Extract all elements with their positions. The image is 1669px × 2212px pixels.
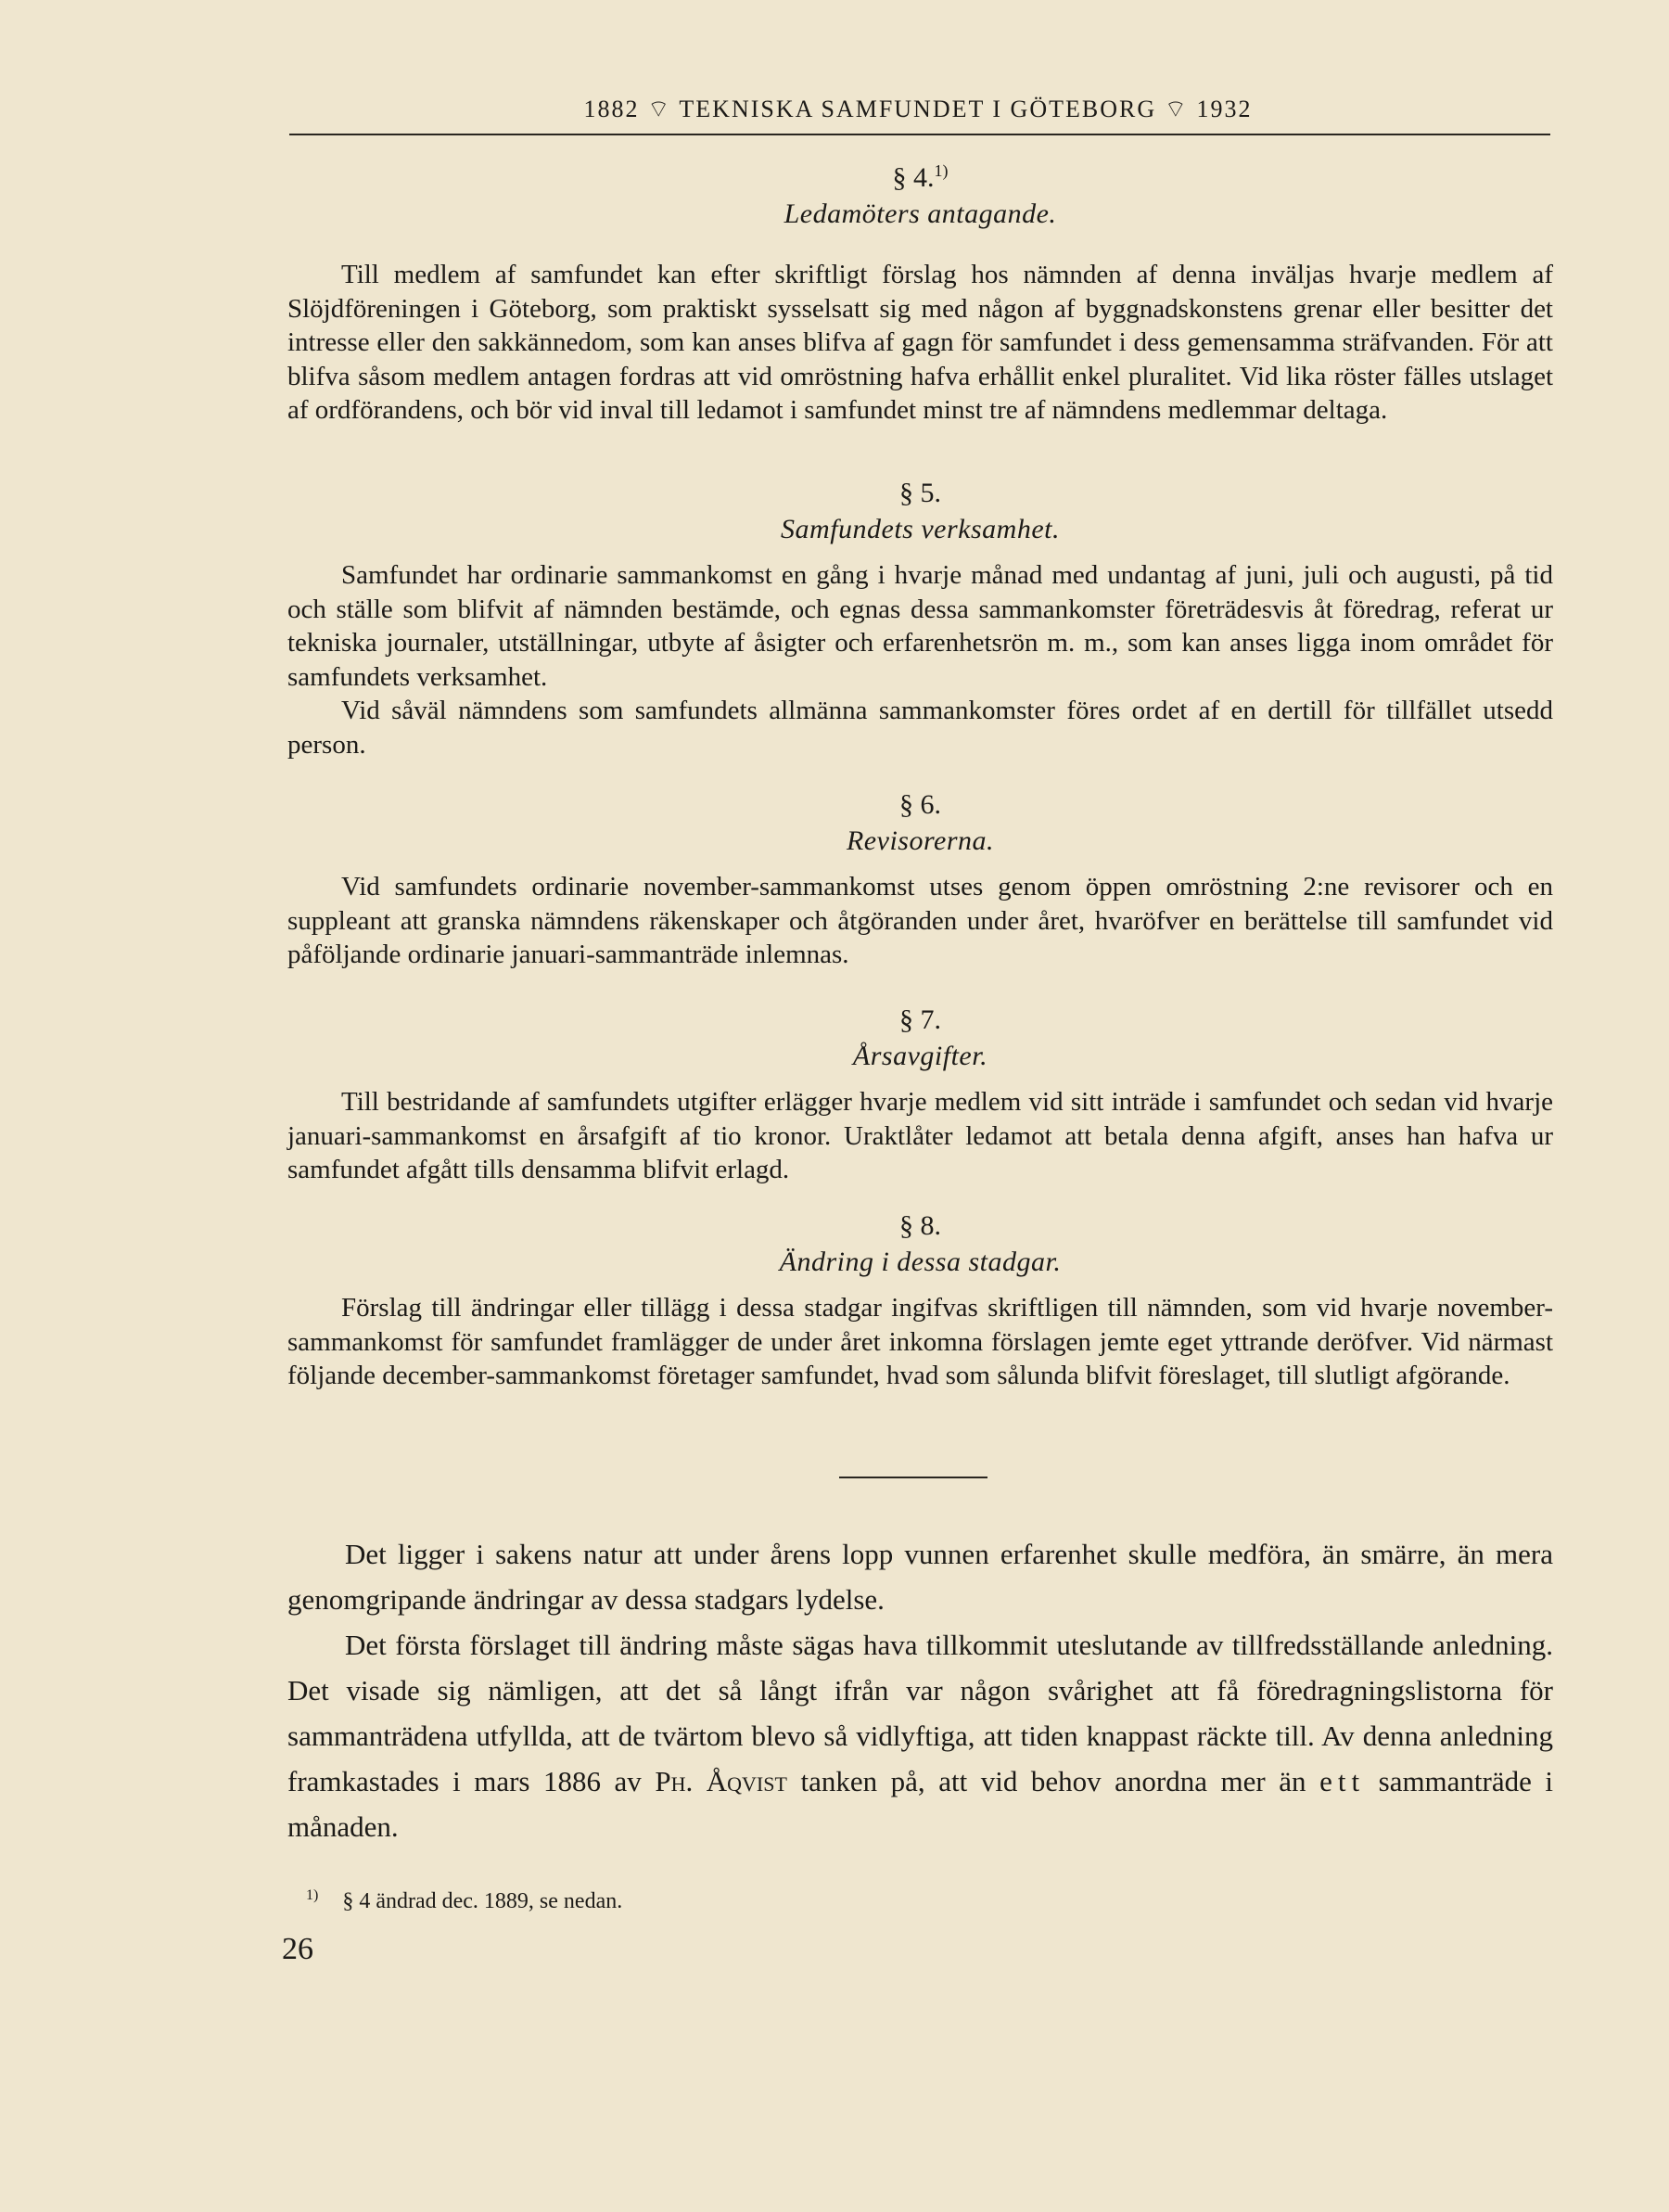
- section-paragraph: Vid såväl nämndens som samfundets allmänna sammankomster föres ordet af en dertill för tillfället utsedd person.: [287, 696, 1553, 760]
- commentary-paragraph: Det ligger i sakens natur att under årens lopp vunnen erfarenhet skulle medföra, än smärre, än mera genomgripande ändringar av dessa stadgars lydelse.: [287, 1538, 1553, 1616]
- section-title: Ändring i dessa stadgar.: [779, 1247, 1062, 1277]
- section-paragraph: Vid samfundets ordinarie november-sammankomst utses genom öppen omröstning 2:ne revisorer och en suppleant att granska nämndens räkenskaper och åtgöranden under året, hvaröfver en berättelse till samfundet vid påföljande ordinarie januari-sammanträde inlemnas.: [287, 872, 1553, 969]
- section-title: Ledamöters antagande.: [784, 198, 1057, 229]
- commentary-text: sammanträde i månaden.: [287, 1765, 1554, 1843]
- section-title: Samfundets verksamhet.: [781, 514, 1060, 544]
- commentary-text: tanken på, att vid behov anordna mer än: [800, 1765, 1306, 1797]
- footnote-reference: 1): [934, 161, 949, 180]
- section-title: Årsavgifter.: [852, 1041, 988, 1071]
- section-paragraph: Till bestridande af samfundets utgifter erlägger hvarje medlem vid sitt inträde i samfundet och sedan vid hvarje januari-sammankomst en årsafgift af tio kronor. Uraktlåter ledamot att betala denna afgift, anses han hafva ur samfundet afgått tills densamma blifvit erlagd.: [287, 1087, 1553, 1184]
- section-title: Revisorerna.: [846, 825, 995, 856]
- section-number: § 6.: [899, 789, 941, 820]
- running-head: 1882 ⌔ TEKNISKA SAMFUNDET I GÖTEBORG ⌔ 1932: [583, 96, 1253, 122]
- section-divider: [839, 1477, 987, 1478]
- section-5: [287, 475, 1553, 761]
- section-8: [287, 1208, 1553, 1393]
- section-number: § 7.: [899, 1004, 941, 1035]
- commentary: [287, 1531, 1553, 1849]
- footnote-mark: 1): [306, 1887, 319, 1903]
- footnote: [306, 1881, 622, 1916]
- header-rule: [289, 134, 1550, 135]
- commentary-text: Det första förslaget till ändring måste sägas hava tillkommit uteslutande av tillfredsställande anledning. Det visade sig nämligen, att det så långt ifrån var någon svårighet att få föredragningslistorna för sammanträdena utfyllda, att de tvärtom blevo så vidlyftiga, att tiden knappast räckte till. Av denna anledning framkastades i mars 1886 av: [287, 1629, 1553, 1797]
- page-number: 26: [282, 1932, 313, 1966]
- section-number: § 8.: [899, 1210, 941, 1241]
- emphasized-word: ett: [1319, 1765, 1366, 1797]
- section-paragraph: Samfundet har ordinarie sammankomst en gång i hvarje månad med undantag af juni, juli och augusti, på tid och ställe som blifvit af nämnden bestämde, och egnas dessa sammankomster företrädesvis åt föredrag, referat ur tekniska journaler, utställningar, utbyte af åsigter och erfarenhetsrön m. m., som kan anses ligga inom området för samfundets verksamhet.: [287, 560, 1553, 692]
- footnote-text: § 4 ändrad dec. 1889, se nedan.: [342, 1889, 623, 1913]
- author-name: Ph. Åqvist: [655, 1765, 787, 1797]
- section-4: [287, 160, 1553, 428]
- section-number-text: § 4.: [892, 162, 935, 193]
- section-6: [287, 786, 1553, 972]
- section-number: § 5.: [899, 478, 941, 508]
- section-paragraph: Förslag till ändringar eller tillägg i dessa stadgar ingifvas skriftligen till nämnden, som vid hvarje november-sammankomst för samfundet framlägger de under året inkomna förslagen jemte eget yttrande deröfver. Vid närmast följande december-sammankomst företager samfundet, hvad som sålunda blifvit föreslaget, till slutligt afgörande.: [287, 1293, 1553, 1390]
- commentary-paragraph: [287, 1622, 1553, 1849]
- section-paragraph: Till medlem af samfundet kan efter skriftligt förslag hos nämnden af denna inväljas hvarje medlem af Slöjdföreningen i Göteborg, som praktiskt sysselsatt sig med någon af byggnadskonstens grenar eller besitter det intresse eller den sakkännedom, som kan anses blifva af gagn för samfundet i dess gemensamma sträfvanden. För att blifva såsom medlem antagen fordras att vid omröstning hafva erhållit enkel pluralitet. Vid lika röster fälles utslaget af ordförandens, och bör vid inval till ledamot i samfundet minst tre af nämndens medlemmar deltaga.: [287, 260, 1553, 425]
- section-number: [287, 160, 1553, 197]
- section-7: [287, 1002, 1553, 1187]
